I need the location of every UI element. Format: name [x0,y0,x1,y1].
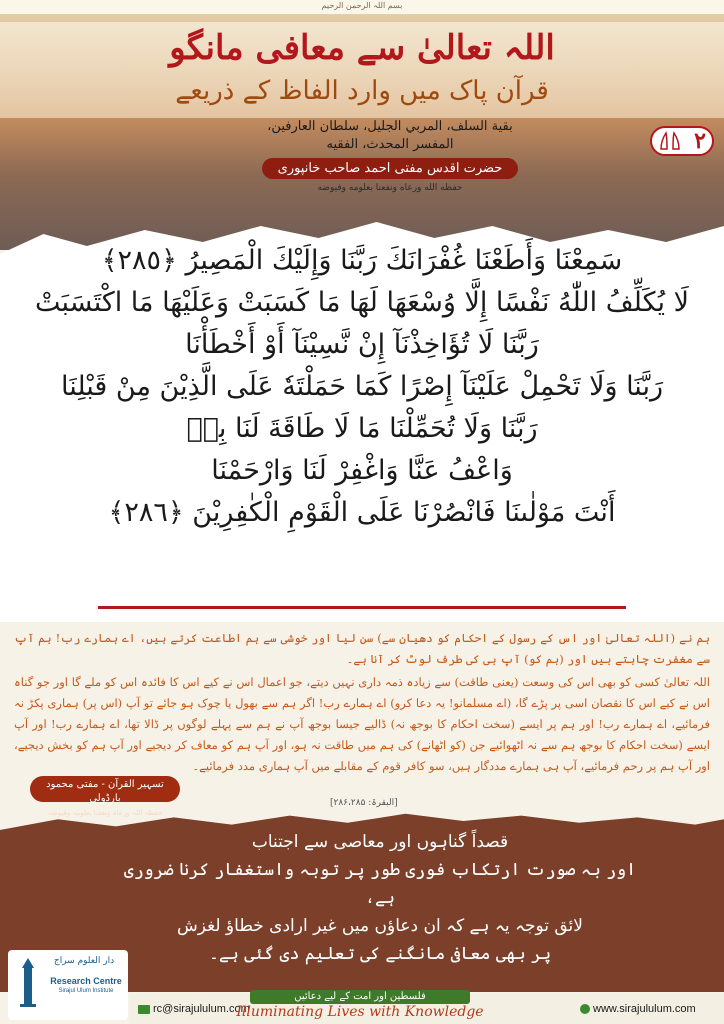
lesson-line: پر بھی معافی مانگنے کی تعلیم دی گئی ہے۔ [208,944,552,964]
series-number: ۲ [694,128,706,154]
verse-line: أَنْتَ مَوْلٰىنَا فَانْصُرْنَا عَلَى الْقَوْمِ الْكٰفِرِيْنَ ﴿٢٨٦﴾ [108,497,616,528]
praying-hands-icon [658,131,682,151]
page-title: اللہ تعالیٰ سے معافی مانگو [169,28,555,68]
divider-rule [98,606,626,609]
logo-subtitle: Sirajul Ulum Institute [58,988,114,994]
author-honorifics-2: المفسر المحدث، الفقيه [326,137,454,152]
verse-line: وَاعْفُ عَنَّا وَاغْفِرْ لَنَا وَارْحَمْنَا [211,455,513,486]
envelope-icon [138,1005,150,1014]
tafsir-badge [30,776,180,817]
translation-block [14,628,710,779]
tafsir-label: تسہیر القرآن - مفتی محمود بارڈولی [46,779,164,804]
email-text: rc@sirajululum.com [153,1003,250,1015]
verse-line: رَبَّنَا وَلَا تَحْمِلْ عَلَيْنَآ إِصْرًا كَمَا حَمَلْتَهٗ عَلَى الَّذِيْنَ مِنْ قَبْلِنَا [60,371,664,402]
lesson-line: قصداً گناہوں اور معاصی سے اجتناب [251,832,509,852]
verse-reference: [البقرۃ: ۲۸۶،۲۸۵] [330,798,398,808]
verse-block [30,240,694,534]
author-block [240,118,540,193]
translation-paragraph: ہم نے (اللہ تعالیٰ اور اس کے رسول کے احکام کو دھیان سے) سن لیا اور خوشی سے ہم اطاعت کرتے ہیں، اے ہمارے رب! ہم آپ سے مغفرت چاہتے ہیں اور (ہم کو) آپ ہی کی طرف لوٹ کر آنا ہے۔ [14,631,710,666]
lesson-line: لائق توجہ یہ ہے کہ ان دعاؤں میں غیر ارادی خطاؤ لغزش [177,916,583,936]
verse-line: رَبَّنَا وَلَا تُحَمِّلْنَا مَا لَا طَاقَةَ لَنَا بِهٖ [186,413,538,444]
author-honorifics-1: بقية السلف، المربي الجليل، سلطان العارفين، [267,119,513,134]
author-prayer: حفظه الله ورعاه ونفعنا بعلومه وفيوضه [317,183,463,193]
lesson-line: اور بہ صورت ارتکاب فوری طور پر توبہ واستغفار کرنا ضروری ہے، [123,860,637,908]
institute-logo [8,950,128,1020]
verse-line: رَبَّنَا لَا تُؤَاخِذْنَآ إِنْ نَّسِيْنَآ أَوْ أَخْطَأْنَا [185,329,539,360]
verse-line: سَمِعْنَا وَأَطَعْنَا غُفْرَانَكَ رَبَّنَا وَإِلَيْكَ الْمَصِيرُ ﴿٢٨٥﴾ [101,245,623,276]
minaret-icon [14,956,42,1008]
website-link[interactable] [580,1003,696,1015]
logo-urdu: دار العلوم سراج [53,956,115,966]
author-name: حضرت اقدس مفتی احمد صاحب خانپوری [262,158,519,179]
translation-paragraph: اللہ تعالیٰ کسی کو بھی اس کی وسعت (یعنی طاقت) سے زیادہ ذمہ داری نہیں دیتے، جو اعمال اس نے کیے اس کا فائدہ اس کو ملے گا اور جو گناہ اس نے کیے اس کا نقصان اسی پر پڑے گا، (اے مسلمانو! یہ دعا کرو) اے ہمارے رب! اگر ہم سے بھول یا چوک ہو جائے تو آپ (اس پر) ہماری پکڑ نہ فرمائیے، اے ہمارے رب! اور ہم پر ایسے (سخت احکام کا بوجھ نہ) ڈالیے جیسا بوجھ آپ نے ہم سے پہلے لوگوں پر ڈالا تھا، اے ہمارے رب! اور آپ ایسے (سخت احکام کا بوجھ ہم سے نہ اٹھوائیے جن (کو اٹھانے) کی ہم میں طاقت نہ ہو، اور آپ ہم کو معاف کر دیجیے اور آپ ہم کو بخش دیجیے، اور آپ ہم پر رحم فرمائیے، آپ ہی ہمارے مددگار ہیں، سو کافر قوم کے مقابلے میں آپ ہماری مدد فرمائیے۔ [14,675,710,773]
globe-icon [580,1004,590,1014]
lesson-text [120,828,640,968]
page-subtitle: قرآن پاک میں وارد الفاظ کے ذریعے [175,76,549,106]
verse-line: لَا يُكَلِّفُ اللّٰهُ نَفْسًا إِلَّا وُسْعَهَا لَهَا مَا كَسَبَتْ وَعَلَيْهَا مَا اكْتَسَبَتْ [34,287,690,318]
tafsir-sub: حفظہ اللہ ورعاہ ونفعنا بعلومہ وفیوضہ [47,809,163,817]
bismillah-calligraphy: بسم اللہ الرحمن الرحیم [321,1,403,10]
footer-urdu: فلسطین اور امت کے لیے دعائیں [250,990,470,1004]
website-text: www.sirajululum.com [593,1003,696,1015]
series-badge [650,126,714,156]
footer-tagline: Illuminating Lives with Knowledge [236,1004,484,1020]
logo-title: Research Centre [50,976,122,986]
